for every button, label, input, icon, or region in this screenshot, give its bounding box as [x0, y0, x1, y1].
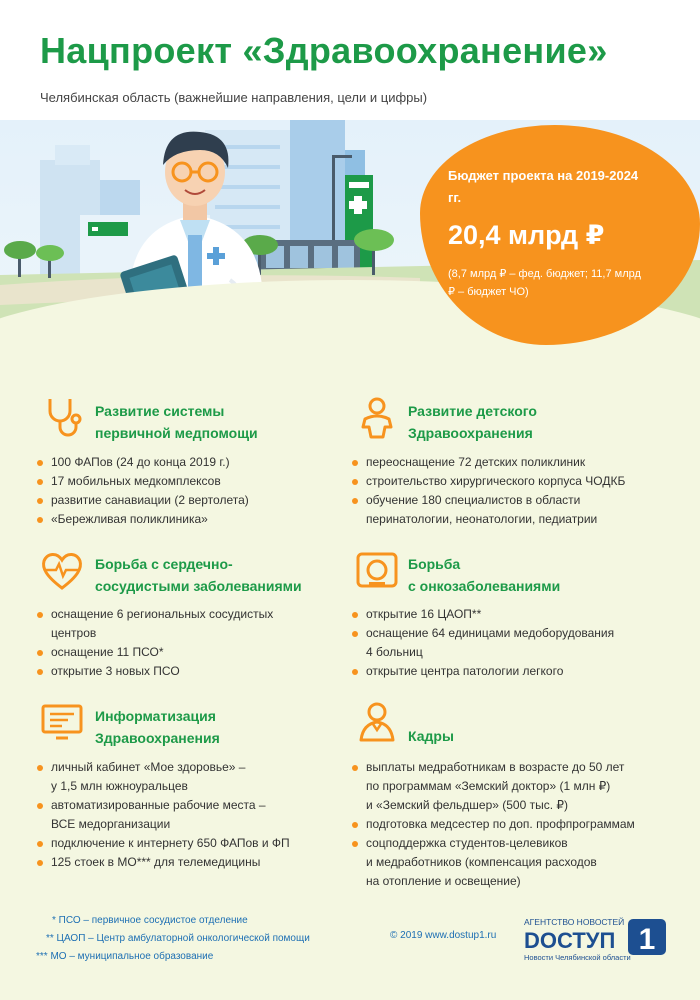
list-item	[350, 605, 614, 624]
logo-digit: 1	[638, 923, 656, 956]
section-title	[408, 400, 537, 444]
footnote-mo: *** МО – муниципальное образование	[36, 951, 214, 962]
list-item-line: развитие санавиации (2 вертолета)	[51, 493, 249, 507]
logo-name-text: DОСТУП	[524, 928, 616, 953]
section-list	[350, 453, 625, 529]
section-title-line: Здравоохранения	[95, 730, 220, 746]
stethoscope-icon	[40, 395, 84, 439]
list-item	[35, 853, 290, 872]
dostup1-logo	[522, 915, 672, 965]
section-list	[35, 453, 249, 529]
list-item	[35, 510, 249, 529]
section-title	[408, 553, 560, 597]
section-list	[35, 605, 273, 681]
list-item-line: и медработников (компенсация расходов	[366, 855, 597, 869]
list-item-line: ВСЕ медорганизации	[51, 817, 171, 831]
section-title	[408, 725, 454, 747]
list-item-line: обучение 180 специалистов в области	[366, 493, 581, 507]
list-item	[35, 662, 273, 681]
budget-value: 20,4 млрд ₽	[448, 220, 605, 250]
list-item-line: оснащение 6 региональных сосудистых	[51, 607, 274, 621]
list-item-line: личный кабинет «Мое здоровье» –	[51, 760, 246, 774]
list-item-line: «Бережливая поликлиника»	[51, 512, 208, 526]
logo-top-text: АГЕНТСТВО НОВОСТЕЙ	[524, 917, 625, 927]
section-title	[95, 400, 258, 444]
list-item-line: у 1,5 млн южноуральцев	[51, 779, 188, 793]
doctor-icon	[355, 700, 399, 744]
monitor-icon	[40, 700, 84, 744]
section-title-line: Развитие системы	[95, 403, 225, 419]
list-item	[350, 624, 614, 662]
page-subtitle: Челябинская область (важнейшие направления, цели и цифры)	[40, 90, 428, 105]
list-item-line: перинатологии, неонатологии, педиатрии	[366, 512, 598, 526]
logo-tagline: Новости Челябинской области	[524, 953, 631, 962]
list-item-line: по программам «Земский доктор» (1 млн ₽)	[366, 779, 611, 793]
footnote-caop: ** ЦАОП – Центр амбулаторной онкологической помощи	[46, 933, 310, 944]
list-item	[35, 472, 249, 491]
list-item-line: автоматизированные рабочие места –	[51, 798, 266, 812]
list-item-line: открытие центра патологии легкого	[366, 664, 564, 678]
list-item	[350, 758, 635, 815]
list-item-line: открытие 3 новых ПСО	[51, 664, 180, 678]
list-item	[35, 796, 290, 834]
list-item-line: оснащение 64 единицами медоборудования	[366, 626, 615, 640]
section-title-line: с онкозаболеваниями	[408, 578, 561, 594]
list-item-line: переоснащение 72 детских поликлиник	[366, 455, 586, 469]
section-title-line: первичной медпомощи	[95, 425, 258, 441]
list-item-line: 4 больниц	[366, 645, 423, 659]
list-item-line: и «Земский фельдшер» (500 тыс. ₽)	[366, 798, 569, 812]
list-item-line: строительство хирургического корпуса ЧОДКБ	[366, 474, 626, 488]
list-item-line: подключение к интернету 650 ФАПов и ФП	[51, 836, 290, 850]
section-title-line: Развитие детского	[408, 403, 537, 419]
list-item-line: 100 ФАПов (24 до конца 2019 г.)	[51, 455, 230, 469]
list-item	[350, 815, 635, 834]
list-item	[35, 643, 273, 662]
footnote-pso: * ПСО – первичное сосудистое отделение	[52, 915, 248, 926]
list-item-line: выплаты медработникам в возрасте до 50 лет	[366, 760, 625, 774]
list-item-line: подготовка медсестер по доп. профпрограммам	[366, 817, 635, 831]
list-item-line: 125 стоек в МО*** для телемедицины	[51, 855, 261, 869]
list-item-line: открытие 16 ЦАОП**	[366, 607, 482, 621]
heart-pulse-icon	[40, 548, 84, 592]
section-title	[95, 553, 302, 597]
list-item	[35, 453, 249, 472]
section-title-line: Борьба с сердечно-	[95, 556, 233, 572]
copyright: © 2019 www.dostup1.ru	[390, 930, 497, 941]
list-item	[350, 472, 625, 491]
section-title-line: Кадры	[408, 728, 454, 744]
list-item	[350, 491, 625, 529]
footnotes	[36, 912, 310, 966]
list-item	[350, 453, 625, 472]
section-title-line: Здравоохранения	[408, 425, 533, 441]
section-title	[95, 705, 220, 749]
section-list	[350, 758, 635, 891]
list-item	[35, 491, 249, 510]
list-item-line: оснащение 11 ПСО*	[51, 645, 164, 659]
page-title: Нацпроект «Здравоохранение»	[40, 30, 608, 71]
section-title-line: сосудистыми заболеваниями	[95, 578, 302, 594]
list-item	[35, 834, 290, 853]
list-item-line: соцподдержка студентов-целевиков	[366, 836, 568, 850]
list-item-line: 17 мобильных медкомплексов	[51, 474, 221, 488]
list-item	[350, 662, 614, 681]
scanner-icon	[355, 548, 399, 592]
budget-note: (8,7 млрд ₽ – фед. бюджет; 11,7 млрд ₽ – бюджет ЧО)	[448, 268, 641, 298]
list-item-line: центров	[51, 626, 97, 640]
section-title-line: Борьба	[408, 556, 461, 572]
baby-icon	[355, 395, 399, 439]
budget-label: Бюджет проекта на 2019-2024 гг.	[448, 168, 639, 205]
section-title-line: Информатизация	[95, 708, 216, 724]
section-list	[350, 605, 614, 681]
list-item	[35, 605, 273, 643]
list-item	[350, 834, 635, 891]
section-list	[35, 758, 290, 872]
list-item-line: на отопление и освещение)	[366, 874, 521, 888]
list-item	[35, 758, 290, 796]
